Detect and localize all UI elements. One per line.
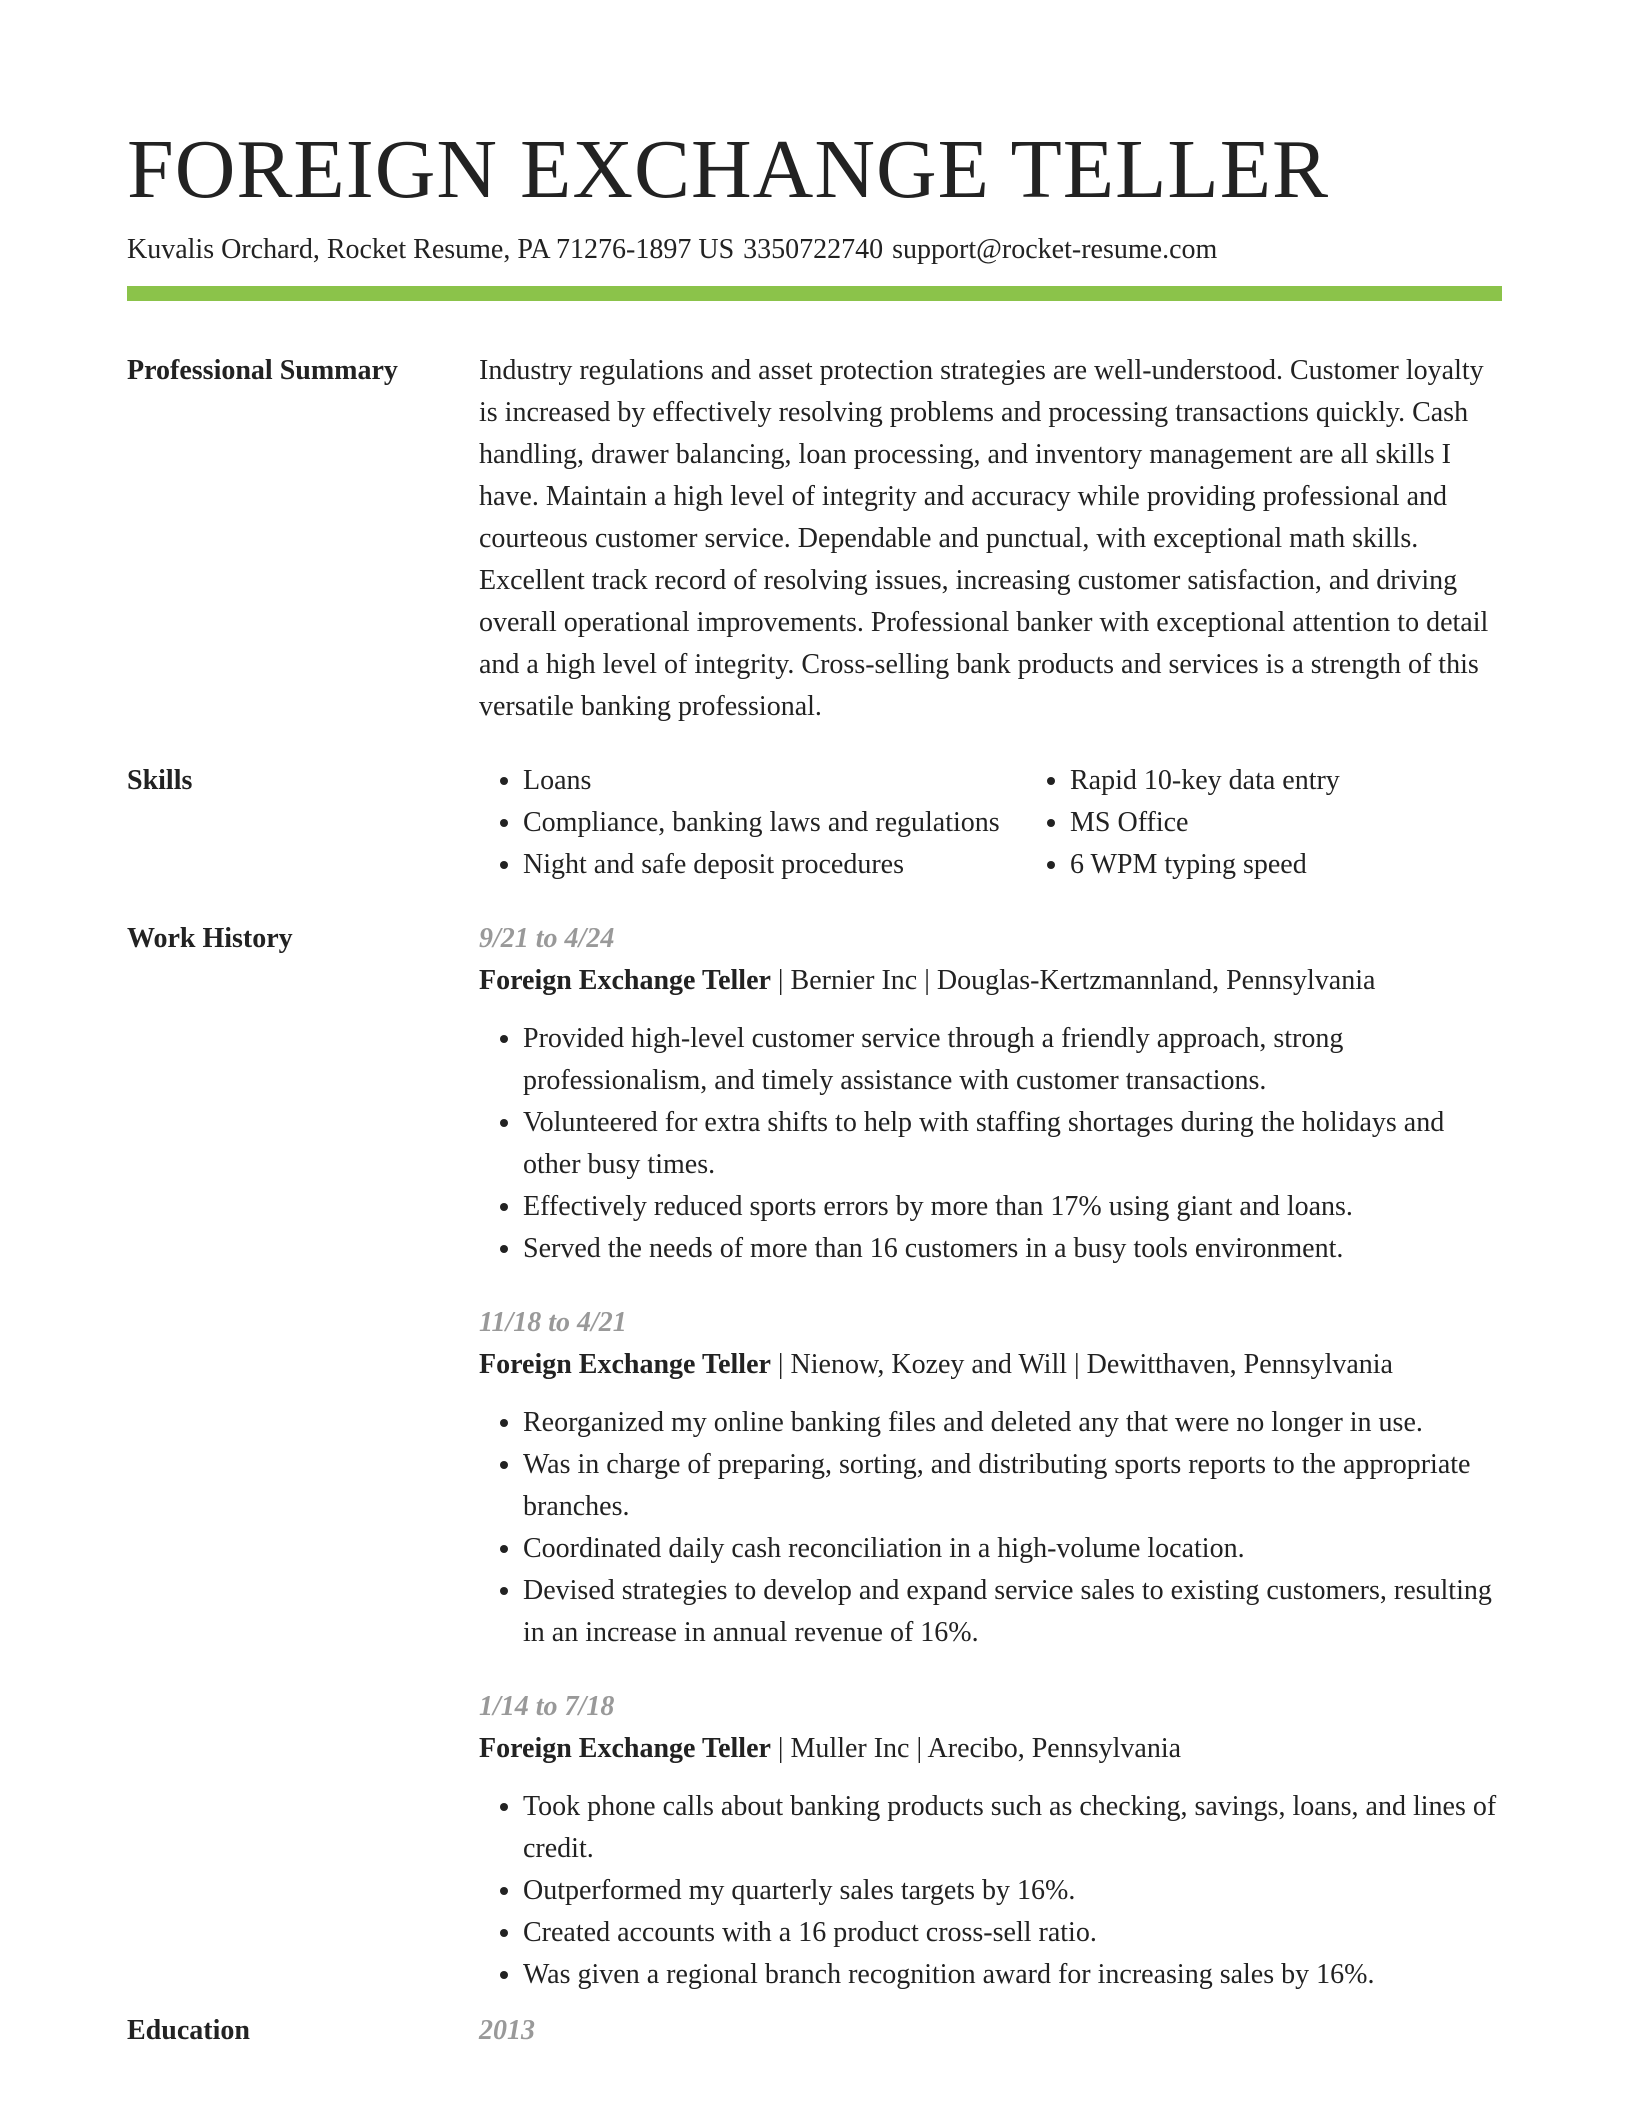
job-bullet: • Outperformed my quarterly sales targets by 16%. (523, 1870, 1502, 1912)
job-dates: 1/14 to 7/18 (479, 1691, 615, 1722)
job-entry (479, 1302, 1502, 1654)
job-bullet: • Served the needs of more than 16 customers in a busy tools environment. (523, 1228, 1502, 1270)
contact-email: support@rocket-resume.com (892, 234, 1218, 265)
contact-phone: 3350722740 (743, 234, 884, 265)
job-bullet: • Provided high-level customer service through a friendly approach, strong professionalism, and timely assistance with customer transactions. (523, 1018, 1502, 1102)
contact-line (127, 232, 1502, 268)
skills-list-left (479, 760, 1026, 886)
resume-title: FOREIGN EXCHANGE TELLER (127, 123, 1330, 216)
resume-page (127, 120, 1502, 2052)
skills-list-right (1026, 760, 1502, 886)
job-bullet: • Took phone calls about banking products such as checking, savings, loans, and lines of credit. (523, 1786, 1502, 1870)
job-heading (479, 960, 1502, 1002)
job-entry (479, 1686, 1502, 1996)
job-bullets (479, 1018, 1502, 1270)
job-bullet: • Created accounts with a 16 product cross-sell ratio. (523, 1912, 1502, 1954)
accent-divider (127, 286, 1502, 301)
contact-address: Kuvalis Orchard, Rocket Resume, PA 71276-1897 US (127, 234, 735, 265)
skill-item: • Rapid 10-key data entry (1070, 760, 1502, 802)
summary-text: Industry regulations and asset protection strategies are well-understood. Customer loyalty is increased by effectively resolving problems and processing transactions quickly. Cash handling, drawer balancing, loan processing, and inventory management are all skills I have. Maintain a high level of integrity and accuracy while providing professional and courteous customer service. Dependable and punctual, with exceptional math skills. Excellent track record of resolving issues, increasing customer satisfaction, and driving overall operational improvements. Professional banker with exceptional attention to detail and a high level of integrity. Cross-selling bank products and services is a strength of this versatile banking professional. (479, 355, 1489, 722)
skill-item: • Loans (523, 760, 1026, 802)
job-title: Foreign Exchange Teller (479, 1349, 771, 1380)
work-history-section (127, 918, 1502, 1996)
job-bullet: • Volunteered for extra shifts to help with staffing shortages during the holidays and other busy times. (523, 1102, 1502, 1186)
job-bullet: • Coordinated daily cash reconciliation in a high-volume location. (523, 1528, 1502, 1570)
skill-item: • Compliance, banking laws and regulations (523, 802, 1026, 844)
job-title: Foreign Exchange Teller (479, 965, 771, 996)
education-section (127, 2010, 1502, 2052)
job-dates: 9/21 to 4/24 (479, 923, 615, 954)
skills-section (127, 760, 1502, 886)
skill-item: • Night and safe deposit procedures (523, 844, 1026, 886)
job-bullet: • Was given a regional branch recognition award for increasing sales by 16%. (523, 1954, 1502, 1996)
summary-section (127, 350, 1502, 728)
education-label: Education (127, 2015, 250, 2046)
job-heading (479, 1344, 1502, 1386)
job-bullets (479, 1786, 1502, 1996)
summary-label: Professional Summary (127, 355, 398, 386)
education-dates: 2013 (479, 2015, 535, 2046)
job-bullet: • Effectively reduced sports errors by more than 17% using giant and loans. (523, 1186, 1502, 1228)
skill-item: • 6 WPM typing speed (1070, 844, 1502, 886)
job-heading (479, 1728, 1502, 1770)
job-title: Foreign Exchange Teller (479, 1733, 771, 1764)
skills-label: Skills (127, 765, 193, 796)
job-details: | Bernier Inc | Douglas-Kertzmannland, Pennsylvania (770, 965, 1376, 996)
skill-item: • MS Office (1070, 802, 1502, 844)
job-entry (479, 918, 1502, 1270)
job-details: | Muller Inc | Arecibo, Pennsylvania (770, 1733, 1182, 1764)
job-details: | Nienow, Kozey and Will | Dewitthaven, Pennsylvania (770, 1349, 1393, 1380)
job-bullets (479, 1402, 1502, 1654)
job-bullet: • Devised strategies to develop and expand service sales to existing customers, resulting in an increase in annual revenue of 16%. (523, 1570, 1502, 1654)
work-history-label: Work History (127, 923, 293, 954)
job-dates: 11/18 to 4/21 (479, 1307, 627, 1338)
job-bullet: • Was in charge of preparing, sorting, and distributing sports reports to the appropriate branches. (523, 1444, 1502, 1528)
job-bullet: • Reorganized my online banking files and deleted any that were no longer in use. (523, 1402, 1502, 1444)
